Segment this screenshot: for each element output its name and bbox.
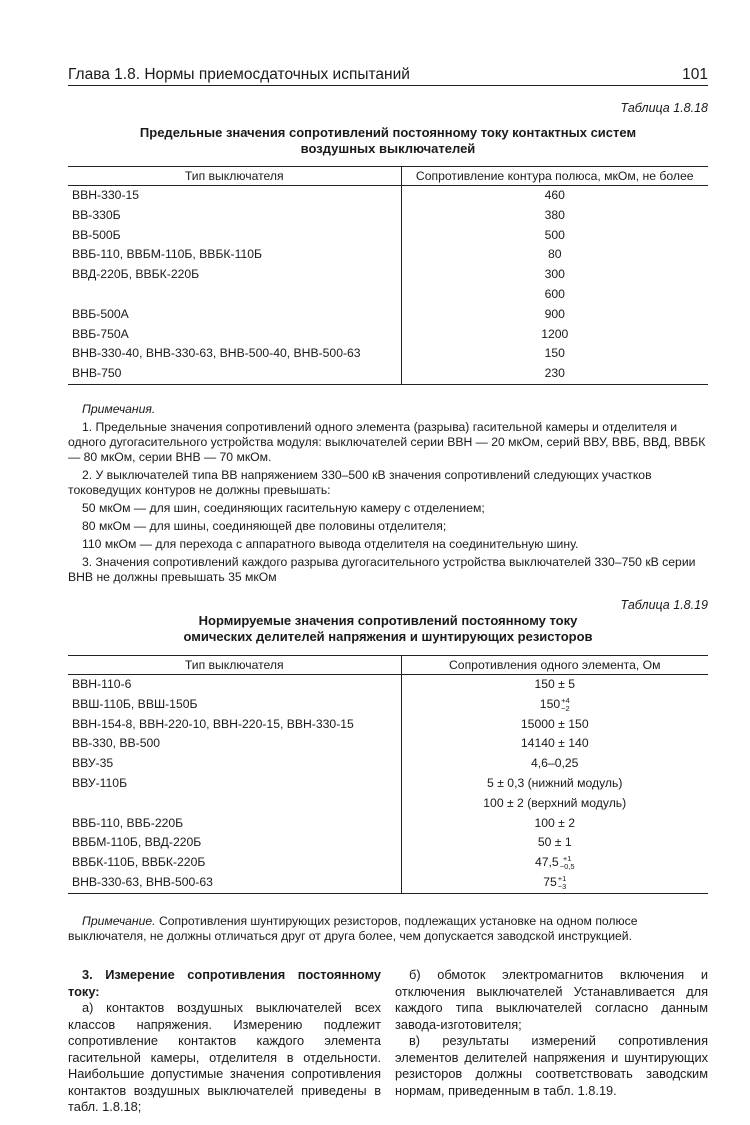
cell-type: ВВ-330Б	[68, 206, 401, 226]
note-2c: 110 мкОм — для перехода с аппаратного вывода отделителя на соединительную шину.	[82, 537, 579, 551]
tolerance	[560, 855, 575, 870]
table-1-col-type: Тип выключателя	[68, 167, 401, 186]
table-row	[68, 226, 708, 246]
cell-value: 380	[544, 207, 565, 222]
cell-value: 5 ± 0,3 (нижний модуль)	[487, 775, 623, 790]
table-row	[68, 245, 708, 265]
section-3-para-b: б) обмоток электромагнитов включения и отключения выключателей Устанавливается для каждого типа выключателей согласно данным завода-изготовителя;	[395, 967, 708, 1032]
tolerance	[558, 875, 567, 890]
table-row	[68, 285, 708, 305]
cell-type: ВНВ-750	[68, 364, 401, 384]
cell-type: ВВ-330, ВВ-500	[68, 734, 401, 754]
cell-value: 900	[544, 306, 565, 321]
table-row	[68, 364, 708, 384]
cell-value: 15000 ± 150	[520, 716, 589, 731]
cell-value: 4,6–0,25	[531, 756, 579, 771]
section-3-left-column	[68, 967, 381, 1116]
table-row	[68, 344, 708, 364]
tolerance-up: +4	[561, 696, 570, 706]
note-text: Сопротивления шунтирующих резисторов, подлежащих установке на одном полюсе выключателя, не должны отличаться друг от друга более, чем допускается заводской инструкцией.	[68, 914, 638, 943]
table-1-notes	[68, 402, 708, 588]
cell-value: 14140 ± 140	[520, 736, 589, 751]
cell-value: 1200	[541, 326, 569, 341]
section-3-right-column	[395, 967, 708, 1099]
table-row	[68, 873, 708, 893]
tolerance-up: +1	[562, 854, 572, 864]
table-1-title	[68, 125, 708, 157]
cell-value: 150	[544, 346, 565, 361]
cell-type: ВВД-220Б, ВВБК-220Б	[68, 265, 401, 285]
cell-value: 600	[544, 286, 565, 301]
cell-value: 100 ± 2 (верхний модуль)	[483, 795, 627, 810]
table-row	[68, 754, 708, 774]
table-row	[68, 325, 708, 345]
chapter-title: Глава 1.8. Нормы приемосдаточных испытаний	[68, 66, 410, 83]
tolerance-down: −3	[557, 881, 567, 891]
cell-type: ВНВ-330-63, ВНВ-500-63	[68, 873, 401, 893]
running-header	[68, 63, 708, 86]
tolerance-down: −2	[561, 703, 570, 713]
table-row	[68, 265, 708, 285]
section-3-para-a: а) контактов воздушных выключателей всех классов напряжения. Измерению подлежит сопротивление контактов каждого элемента гасительной камеры, отделителя в отдельности. Наибольшие допустимые значения сопротивления контактов воздушных выключателей приведены в табл. 1.8.18;	[68, 1000, 381, 1114]
table-1-caption: Таблица 1.8.18	[620, 101, 708, 115]
cell-value: 150 ± 5	[534, 677, 576, 691]
table-row	[68, 853, 708, 873]
table-1	[68, 166, 708, 385]
table-2-note	[68, 914, 708, 944]
note-label: Примечание.	[82, 914, 156, 928]
table-row	[68, 833, 708, 853]
cell-type: ВВБ-110, ВВБ-220Б	[68, 814, 401, 834]
table-2-title-line2: омических делителей напряжения и шунтирующих резисторов	[183, 629, 593, 644]
page-number: 101	[682, 66, 708, 83]
value-base: 75	[543, 874, 557, 889]
cell-type: ВВБ-110, ВВБМ-110Б, ВВБК-110Б	[68, 245, 401, 265]
table-row	[68, 305, 708, 325]
table-row	[68, 734, 708, 754]
section-3-heading: 3. Измерение сопротивления постоянному току:	[68, 967, 381, 999]
table-2	[68, 655, 708, 894]
table-row	[68, 206, 708, 226]
table-1-title-line1: Предельные значения сопротивлений постоянному току контактных систем	[139, 125, 637, 140]
cell-value: 50 ± 1	[537, 835, 572, 850]
table-1-title-line2: воздушных выключателей	[300, 141, 476, 156]
note-1: 1. Предельные значения сопротивлений одного элемента (разрыва) гасительной камеры и отделителя и одного дугогасительного устройства модуля: выключателей серии ВВН — 20 мкОм, серий ВВУ, ВВБ, ВВД, ВВБК — 80 мкОм, серии ВНВ — 70 мкОм.	[68, 420, 706, 464]
cell-value: 230	[401, 364, 708, 384]
tolerance	[561, 697, 570, 712]
cell-type: ВВУ-35	[68, 754, 401, 774]
table-row	[68, 675, 708, 695]
table-2-col-type: Тип выключателя	[68, 656, 401, 675]
table-row	[68, 715, 708, 735]
table-1-col-resistance: Сопротивление контура полюса, мкОм, не более	[401, 167, 708, 186]
cell-value: 300	[544, 267, 565, 282]
table-2-caption: Таблица 1.8.19	[620, 598, 708, 612]
note-2a: 50 мкОм — для шин, соединяющих гасительную камеру с отделением;	[82, 501, 485, 515]
note-2: 2. У выключателей типа ВВ напряжением 330–500 кВ значения сопротивлений следующих участков токоведущих контуров не должны превышать:	[68, 468, 652, 497]
value-base: 150	[539, 696, 561, 711]
table-row	[68, 794, 708, 814]
table-2-title	[68, 613, 708, 645]
cell-type: ВВН-154-8, ВВН-220-10, ВВН-220-15, ВВН-330-15	[68, 715, 401, 735]
table-1-header-row	[68, 167, 708, 186]
section-3-para-c: в) результаты измерений сопротивления элементов делителей напряжения и шунтирующих резисторов должны соответствовать заводским нормам, приведенным в табл. 1.8.19.	[395, 1033, 708, 1098]
cell-value	[401, 853, 708, 873]
cell-value	[401, 873, 708, 893]
cell-type: ВВН-110-6	[68, 675, 401, 695]
cell-type: ВВБК-110Б, ВВБК-220Б	[68, 853, 401, 873]
tolerance-down: −0,5	[559, 861, 575, 871]
table-row	[68, 186, 708, 206]
value-base: 47,5	[534, 855, 559, 870]
note-3: 3. Значения сопротивлений каждого разрыва дугогасительного устройства выключателей 330–750 кВ серии ВНВ не должны превышать 35 мкОм	[68, 555, 696, 584]
cell-type: ВВБМ-110Б, ВВД-220Б	[68, 833, 401, 853]
cell-value: 80	[547, 247, 562, 262]
cell-type: ВВН-330-15	[68, 186, 401, 206]
cell-value	[401, 695, 708, 715]
notes-heading: Примечания.	[82, 402, 156, 416]
cell-type: ВВ-500Б	[68, 226, 401, 246]
table-2-title-line1: Нормируемые значения сопротивлений постоянному току	[198, 613, 578, 628]
cell-value: 100 ± 2	[534, 815, 576, 830]
cell-type	[68, 794, 401, 814]
table-2-header-row	[68, 656, 708, 675]
cell-type: ВВБ-500А	[68, 305, 401, 325]
note-2b: 80 мкОм — для шины, соединяющей две половины отделителя;	[82, 519, 447, 533]
cell-value: 500	[544, 227, 565, 242]
cell-type: ВВШ-110Б, ВВШ-150Б	[68, 695, 401, 715]
table-row	[68, 695, 708, 715]
table-row	[68, 814, 708, 834]
cell-type: ВВБ-750А	[68, 325, 401, 345]
cell-type: ВНВ-330-40, ВНВ-330-63, ВНВ-500-40, ВНВ-500-63	[68, 344, 401, 364]
table-2-col-resistance: Сопротивления одного элемента, Ом	[401, 656, 708, 675]
tolerance-up: +1	[557, 874, 567, 884]
cell-type	[68, 285, 401, 305]
cell-value: 460	[544, 188, 565, 202]
cell-type: ВВУ-110Б	[68, 774, 401, 794]
table-row	[68, 774, 708, 794]
